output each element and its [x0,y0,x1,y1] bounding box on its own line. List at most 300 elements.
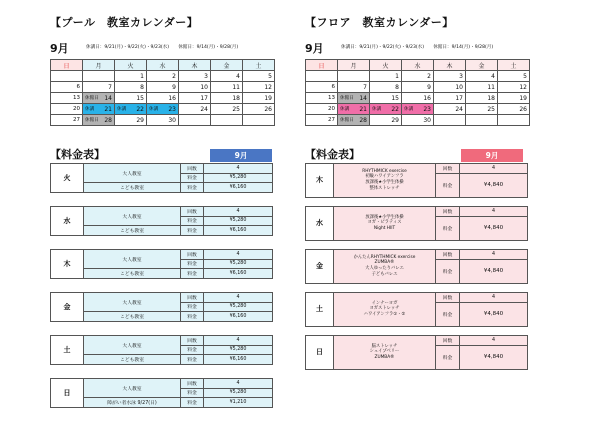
day-number: 17 [200,94,208,102]
fee-value: 4 [204,207,273,217]
calendar-day-cell [83,82,115,93]
weekday-header: 土 [243,60,275,71]
fee-row [51,398,273,408]
calendar-day-cell [306,104,338,115]
calendar-day-cell [147,82,179,93]
calendar-day-cell [83,71,115,82]
day-number: 4 [236,72,240,80]
calendar-day-cell [211,93,243,104]
fee-label: 料金 [181,302,204,312]
calendar-day-cell [466,71,498,82]
day-number: 29 [391,116,399,124]
calendar-day-cell [243,104,275,115]
fee-day: 金 [306,250,334,284]
day-number: 3 [459,72,463,80]
weekday-header: 金 [466,60,498,71]
pool-fee-table [50,335,273,365]
calendar-day-cell [211,115,243,126]
fee-class-list [334,250,436,284]
calendar-day-cell [466,104,498,115]
calendar-day-cell [51,115,83,126]
day-number: 25 [232,105,240,113]
calendar-day-cell [243,93,275,104]
weekday-header: 水 [147,60,179,71]
weekday-header: 水 [402,60,434,71]
calendar-week-row [51,82,275,93]
day-number: 14 [359,94,367,102]
calendar-day-cell [370,93,402,104]
fee-class-name: こども教室 [84,269,181,279]
fee-class-list [334,336,436,370]
day-number: 21 [359,105,367,113]
fee-day: 木 [306,164,334,198]
pool-fee-table [50,249,273,279]
calendar-day-cell [51,104,83,115]
calendar-day-cell [115,93,147,104]
day-note: 休講 [372,107,382,112]
day-number: 12 [264,83,272,91]
fee-row [51,312,273,322]
fee-label: 料金 [181,312,204,322]
day-number: 7 [108,83,112,91]
fee-row [51,269,273,279]
fee-day: 土 [306,293,334,327]
fee-day: 水 [51,207,84,236]
fee-class-name: ヨガ・ピラティス [367,220,402,226]
day-number: 23 [168,105,176,113]
day-number: 7 [363,83,367,91]
weekday-header: 月 [83,60,115,71]
day-number: 13 [328,95,335,101]
fee-label: 料金 [181,388,204,398]
fee-class-name: ヨガストレッチ [369,306,400,312]
calendar-day-cell [243,71,275,82]
pool-month: 9月 [50,42,69,55]
fee-class-list [334,207,436,241]
calendar-day-cell [402,104,434,115]
day-number: 25 [487,105,495,113]
fee-label: 料金 [436,216,460,240]
fee-class-name: ZUMBA® [374,260,395,266]
fee-class-name: かんたんRHYTHMICK exercise [353,254,416,260]
floor-fee-table [305,249,528,284]
fee-value: ¥6,160 [204,183,273,193]
weekday-header: 木 [434,60,466,71]
day-number: 15 [391,94,399,102]
calendar-day-cell [51,93,83,104]
fee-value: ¥4,840 [460,216,528,240]
fee-value: ¥4,840 [460,259,528,283]
weekday-header-row [51,60,275,71]
day-number: 28 [104,116,112,124]
fee-class-list [334,293,436,327]
fee-row [51,355,273,365]
calendar-week-row [306,93,530,104]
fee-row [51,250,273,260]
fee-row [306,207,528,217]
fee-class-name: 大人教室 [84,207,181,226]
pool-fee-table [50,292,273,322]
fee-value: ¥4,840 [460,302,528,326]
day-number: 8 [140,83,144,91]
day-number: 26 [264,105,272,113]
floor-fee-table [305,206,528,241]
calendar-day-cell [211,71,243,82]
fee-class-name: ハワイアンフラ①・② [363,312,406,318]
day-note: 休館日 [340,96,354,101]
calendar-day-cell [115,82,147,93]
calendar-day-cell [83,115,115,126]
calendar-week-row [51,115,275,126]
day-number: 1 [140,72,144,80]
fee-row [51,379,273,389]
fee-value: 4 [204,379,273,389]
calendar-day-cell [338,82,370,93]
calendar-day-cell [179,115,211,126]
day-note: 休館日 [85,96,99,101]
fee-value: ¥5,280 [204,345,273,355]
day-number: 8 [395,83,399,91]
calendar-day-cell [434,82,466,93]
fee-class-name: 放課後★小学生体操 [365,214,404,220]
calendar-day-cell [243,115,275,126]
calendar-day-cell [402,71,434,82]
calendar-day-cell [51,82,83,93]
day-number: 16 [423,94,431,102]
fee-row [306,293,528,303]
fee-class-name: 脳ストレッチ [371,343,398,349]
fee-label: 回数 [436,336,460,346]
fee-value: 4 [460,336,528,346]
fee-label: 料金 [436,345,460,369]
weekday-header: 金 [211,60,243,71]
fee-label: 回数 [181,336,204,346]
weekday-header: 木 [179,60,211,71]
fee-label: 回数 [436,250,460,260]
calendar-week-row [51,104,275,115]
fee-label: 料金 [436,302,460,326]
fee-class-name: Night HIIT [373,226,396,232]
fee-value: 4 [460,164,528,174]
fee-label: 回数 [181,293,204,303]
floor-month: 9月 [305,42,324,55]
calendar-week-row [306,115,530,126]
fee-class-name: RHYTHMICK exercise [362,168,407,174]
day-number: 13 [73,95,80,101]
day-number: 27 [328,117,335,123]
calendar-day-cell [147,93,179,104]
calendar-day-cell [51,71,83,82]
fee-row [306,250,528,260]
day-number: 29 [136,116,144,124]
pool-title: 【プール 教室カレンダー】 [50,16,199,29]
fee-label: 回数 [181,207,204,217]
day-number: 26 [519,105,527,113]
day-number: 15 [136,94,144,102]
fee-class-name: こども教室 [84,355,181,365]
fee-value: ¥6,160 [204,269,273,279]
fee-label: 回数 [436,293,460,303]
fee-row [306,336,528,346]
day-number: 28 [359,116,367,124]
fee-class-name: 大人教室 [84,379,181,398]
calendar-day-cell [370,82,402,93]
day-number: 4 [491,72,495,80]
day-number: 24 [455,105,463,113]
pool-fee-table [50,378,273,408]
pool-fee-title: 【料金表】 [50,148,105,161]
calendar-day-cell [306,71,338,82]
calendar-week-row [306,71,530,82]
fee-class-name: インナーヨガ [371,300,398,306]
day-note: 休講 [149,107,159,112]
day-number: 20 [328,106,335,112]
day-number: 22 [136,105,144,113]
calendar-day-cell [211,82,243,93]
day-number: 6 [76,84,80,90]
fee-day: 火 [51,164,84,193]
fee-row [51,293,273,303]
calendar-day-cell [434,115,466,126]
fee-label: 料金 [181,259,204,269]
fee-value: 4 [460,207,528,217]
calendar-day-cell [402,93,434,104]
calendar-day-cell [402,82,434,93]
day-number: 16 [168,94,176,102]
calendar-day-cell [179,93,211,104]
calendar-day-cell [115,71,147,82]
fee-class-name: 大人教室 [84,164,181,183]
day-number: 22 [391,105,399,113]
calendar-day-cell [338,115,370,126]
fee-row [51,226,273,236]
fee-class-name: 大人ゆったりバレエ [365,266,404,272]
pool-fee-table [50,206,273,236]
calendar-day-cell [338,93,370,104]
fee-day: 日 [51,379,84,408]
calendar-day-cell [370,71,402,82]
fee-class-list [334,164,436,198]
fee-day: 土 [51,336,84,365]
fee-value: 4 [204,293,273,303]
day-number: 20 [73,106,80,112]
fee-value: ¥6,160 [204,355,273,365]
calendar-day-cell [179,71,211,82]
floor-fee-title: 【料金表】 [305,148,360,161]
day-number: 21 [104,105,112,113]
calendar-week-row [51,93,275,104]
calendar-day-cell [466,115,498,126]
day-number: 2 [427,72,431,80]
calendar-day-cell [147,104,179,115]
calendar-day-cell [115,104,147,115]
floor-closed-info: 休講日：9/21(月)・9/22(火)・9/23(水) 休館日：9/14(月)・9/28(月) [341,45,494,50]
fee-class-name: 整体ストレッチ [369,186,400,192]
calendar-day-cell [402,115,434,126]
day-number: 18 [232,94,240,102]
day-number: 18 [487,94,495,102]
fee-row [51,207,273,217]
pool-calendar [50,59,275,126]
calendar-day-cell [179,104,211,115]
fee-value: ¥5,280 [204,216,273,226]
day-number: 10 [200,83,208,91]
fee-class-name: 大人教室 [84,336,181,355]
calendar-day-cell [306,93,338,104]
fee-day: 木 [51,250,84,279]
floor-fee-month-badge: 9月 [461,149,523,162]
weekday-header: 火 [115,60,147,71]
calendar-day-cell [434,93,466,104]
calendar-day-cell [179,82,211,93]
calendar-day-cell [243,82,275,93]
fee-value: ¥1,210 [204,398,273,408]
calendar-day-cell [498,93,530,104]
day-note: 休館日 [85,118,99,123]
calendar-day-cell [498,104,530,115]
fee-label: 料金 [181,269,204,279]
calendar-day-cell [338,71,370,82]
fee-row [306,164,528,174]
day-number: 1 [395,72,399,80]
day-number: 2 [172,72,176,80]
day-number: 12 [519,83,527,91]
calendar-day-cell [466,93,498,104]
fee-label: 回数 [181,164,204,174]
fee-class-name: 障がい者水泳 9/27(日) [84,398,181,408]
day-number: 9 [427,83,431,91]
fee-class-name: こども教室 [84,183,181,193]
fee-value: 4 [460,293,528,303]
fee-value: 4 [460,250,528,260]
fee-label: 料金 [181,355,204,365]
fee-label: 料金 [436,173,460,197]
calendar-day-cell [83,93,115,104]
calendar-day-cell [434,71,466,82]
floor-fee-table [305,292,528,327]
day-number: 10 [455,83,463,91]
floor-fee-table [305,163,528,198]
calendar-day-cell [147,115,179,126]
fee-value: ¥5,280 [204,302,273,312]
fee-value: ¥5,280 [204,173,273,183]
fee-row [51,183,273,193]
weekday-header: 日 [51,60,83,71]
fee-value: ¥6,160 [204,312,273,322]
fee-value: 4 [204,250,273,260]
day-number: 6 [331,84,335,90]
calendar-day-cell [211,104,243,115]
fee-label: 料金 [181,183,204,193]
weekday-header-row [306,60,530,71]
fee-class-name: ZUMBA® [374,355,395,361]
floor-title: 【フロア 教室カレンダー】 [305,16,454,29]
day-note: 休講 [404,107,414,112]
fee-class-name: 放課後★小学生体操 [365,180,404,186]
fee-value: ¥4,840 [460,173,528,197]
calendar-day-cell [338,104,370,115]
calendar-day-cell [83,104,115,115]
day-number: 5 [268,72,272,80]
calendar-day-cell [370,104,402,115]
calendar-day-cell [434,104,466,115]
fee-label: 回数 [436,164,460,174]
fee-value: 4 [204,336,273,346]
day-number: 19 [519,94,527,102]
day-number: 5 [523,72,527,80]
fee-class-name: 初級ハワイアンフラ [365,174,404,180]
day-number: 17 [455,94,463,102]
calendar-week-row [306,82,530,93]
fee-label: 料金 [181,398,204,408]
calendar-day-cell [115,115,147,126]
day-number: 11 [232,83,240,91]
day-note: 休館日 [340,118,354,123]
calendar-week-row [51,71,275,82]
day-number: 3 [204,72,208,80]
day-note: 休講 [117,107,127,112]
fee-class-name: 大人教室 [84,250,181,269]
fee-value: 4 [204,164,273,174]
fee-label: 回数 [181,379,204,389]
fee-label: 回数 [181,250,204,260]
fee-class-name: こども教室 [84,226,181,236]
calendar-day-cell [147,71,179,82]
day-number: 9 [172,83,176,91]
day-number: 30 [168,116,176,124]
fee-label: 料金 [181,226,204,236]
day-number: 24 [200,105,208,113]
weekday-header: 土 [498,60,530,71]
day-number: 11 [487,83,495,91]
calendar-day-cell [306,115,338,126]
weekday-header: 月 [338,60,370,71]
calendar-day-cell [498,115,530,126]
pool-closed-info: 休講日：9/21(月)・9/22(火)・9/23(水) 休館日：9/14(月)・9/28(月) [86,45,239,50]
day-number: 19 [264,94,272,102]
fee-value: ¥5,280 [204,259,273,269]
calendar-day-cell [466,82,498,93]
day-number: 14 [104,94,112,102]
calendar-day-cell [370,115,402,126]
fee-day: 金 [51,293,84,322]
fee-row [51,164,273,174]
day-note: 休講 [85,107,95,112]
day-number: 23 [423,105,431,113]
fee-value: ¥5,280 [204,388,273,398]
floor-calendar [305,59,530,126]
fee-label: 料金 [181,345,204,355]
day-number: 27 [73,117,80,123]
fee-row [51,336,273,346]
fee-label: 料金 [436,259,460,283]
weekday-header: 火 [370,60,402,71]
day-note: 休講 [340,107,350,112]
fee-class-name: シェイプベリー [369,349,400,355]
fee-label: 料金 [181,216,204,226]
fee-day: 日 [306,336,334,370]
pool-fee-month-badge: 9月 [210,149,272,162]
weekday-header: 日 [306,60,338,71]
day-number: 30 [423,116,431,124]
calendar-day-cell [498,82,530,93]
fee-value: ¥6,160 [204,226,273,236]
calendar-day-cell [498,71,530,82]
fee-label: 料金 [181,173,204,183]
floor-fee-table [305,335,528,370]
calendar-week-row [306,104,530,115]
fee-class-name: 子どもバレエ [371,272,398,278]
